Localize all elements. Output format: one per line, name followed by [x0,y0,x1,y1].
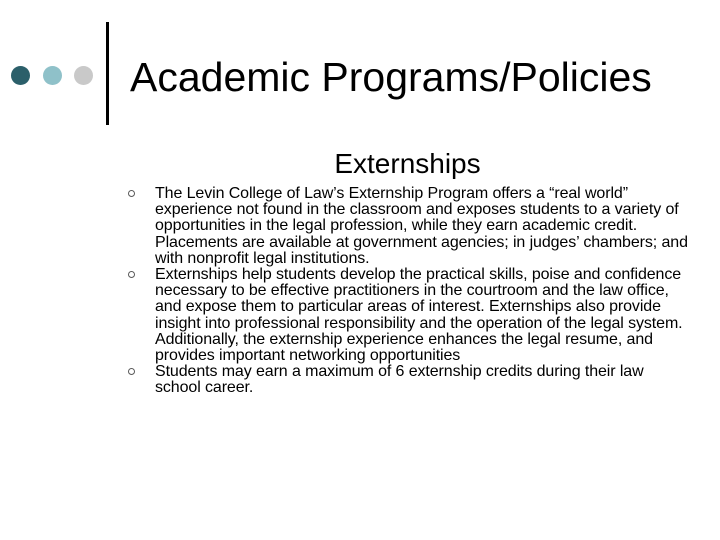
decor-dot-gray-icon [74,66,93,85]
hollow-circle-bullet-icon [128,368,135,375]
bullet-item [155,364,690,396]
bullet-item [155,267,690,364]
hollow-circle-bullet-icon [128,271,135,278]
bullet-item [155,186,690,267]
hollow-circle-bullet-icon [128,190,135,197]
bullet-list [155,186,690,397]
slide-subtitle: Externships [334,148,481,179]
title-divider [106,22,109,125]
bullet-text: The Levin College of Law’s Externship Program offers a “real world” experience not found in the classroom and exposes students to a variety of opportunities in the legal profession, while they earn academic credit. Placements are available at government agencies; in judges’ chambers; and with nonprofit legal institutions. [155,185,688,267]
bullet-text: Externships help students develop the practical skills, poise and confidence necessary to be effective practitioners in the courtroom and the law office, and expose them to particular areas of interest. Externships also provide insight into professional responsibility and the operation of the legal system. Additionally, the externship experience enhances the legal resume, and provides important networking opportunities [155,266,683,365]
decor-dot-light-icon [43,66,62,85]
bullet-text: Students may earn a maximum of 6 externship credits during their law school career. [155,363,644,397]
slide-title: Academic Programs/Policies [130,54,652,100]
decor-dot-dark-icon [11,66,30,85]
